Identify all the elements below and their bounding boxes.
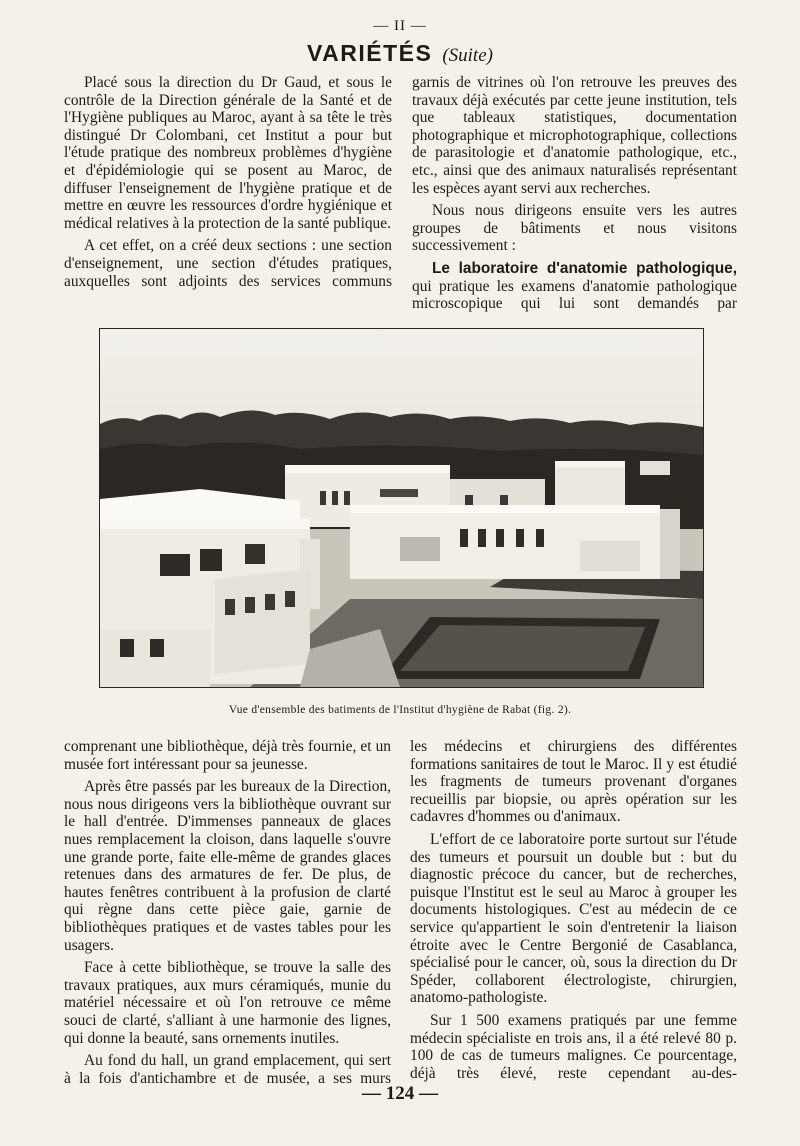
paragraph-text: qui pratique les examens d'anatomie pathologique microscopique qui lui sont demandés par	[412, 277, 737, 313]
section-heading	[0, 40, 800, 67]
figure-caption: Vue d'ensemble des batiments de l'Institut d'hygiène de Rabat (fig. 2).	[228, 704, 572, 716]
paragraph: les médecins et chirurgiens des différentes formations sanitaires de tout le Maroc. Il y est étudié les fragments de tumeurs provenant d'organes recueillis par biopsie, ou après opération sur les cadavres d'hommes ou d'animaux.	[410, 738, 737, 826]
paragraph: A cet effet, on a créé deux sections : une section d'enseignement, une section d'études pratiques, auxquelles sont adjoints des services communs	[64, 237, 392, 290]
article-column-2	[412, 74, 737, 318]
page-roman-number: — II —	[373, 18, 427, 34]
building-photo-illustration	[100, 329, 703, 687]
paragraph: Après être passés par les bureaux de la Direction, nous nous dirigeons vers la bibliothèque ouvrant sur le hall d'entrée. D'immenses panneaux de glaces nues remplacement la cloison, dans laquelle s'ouvre une grande porte, faite elle-même de grandes glaces retenues dans des armatures de fer. De plus, de hautes fenêtres contribuent à la profusion de clarté qui règne dans cette pièce gaie, garnie de bibliothèques pratiques et de vastes tables pour les usagers.	[64, 778, 391, 954]
paragraph: garnis de vitrines où l'on retrouve les preuves des travaux déjà exécutés par cette jeune institution, tels que tableaux statistiques, documentation photographique et microphotographique, collections de parasitologie et d'anatomie pathologique, etc., etc., ainsi que des animaux naturalisés représentant les espèces ayant servi aux recherches.	[412, 74, 737, 197]
paragraph: Au fond du hall, un grand emplacement, qui sert à la fois d'antichambre et de musée, a ses murs	[64, 1052, 391, 1087]
paragraph: Placé sous la direction du Dr Gaud, et sous le contrôle de la Direction générale de la Santé et de l'Hygiène publiques au Maroc, ayant à sa tête le très distingué Dr Colombani, cet Institut a pour but l'étude pratique des nombreux problèmes d'hygiène et d'épidémiologie qui se posent au Maroc, de diffuser l'enseignement de l'hygiène pratique et de mettre en œuvre les ressources d'ordre hygiénique et médical relatives à la protection de la santé publique.	[64, 74, 392, 232]
article-column-3	[64, 738, 391, 1092]
paragraph-lead: Le laboratoire d'anatomie pathologique,	[432, 259, 737, 277]
page-number: — 124 —	[362, 1083, 438, 1104]
paragraph: L'effort de ce laboratoire porte surtout sur l'étude des tumeurs et poursuit un double but : but du diagnostic précoce du cancer, but de recherches, puisque l'Institut est le seul au Maroc à grouper les documents histologiques. C'est au médecin de ce service qu'appartient le soin d'entretenir la liaison étroite avec le Centre Bergonié de Casablanca, spécialisé pour le cancer, où, sous la direction du Dr Spéder, collaborent électrologiste, chirurgien, anatomo-pathologiste.	[410, 830, 737, 1007]
paragraph: Face à cette bibliothèque, se trouve la salle des travaux pratiques, aux murs céramiqués, munie du matériel nécessaire et où l'on retrouve ce même souci de clarté, s'alliant à une harmonie des lignes, qui donne la beauté, sans ornements inutiles.	[64, 959, 391, 1047]
institute-photograph	[99, 328, 704, 688]
paragraph	[412, 260, 737, 313]
paragraph: Nous nous dirigeons ensuite vers les autres groupes de bâtiments et nous visitons successivement :	[412, 202, 737, 255]
article-column-4	[410, 738, 737, 1087]
paragraph: Sur 1 500 examens pratiqués par une femme médecin spécialiste en trois ans, il a été relevé 80 p. 100 de cas de tumeurs malignes. Ce pourcentage, déjà très élevé, reste cependant au-des-	[410, 1011, 737, 1082]
page-subtitle: (Suite)	[442, 45, 493, 66]
article-column-1	[64, 74, 392, 295]
paragraph: comprenant une bibliothèque, déjà très fournie, et un musée fort intéressant pour sa jeunesse.	[64, 738, 391, 773]
page-title: VARIÉTÉS	[307, 40, 433, 66]
